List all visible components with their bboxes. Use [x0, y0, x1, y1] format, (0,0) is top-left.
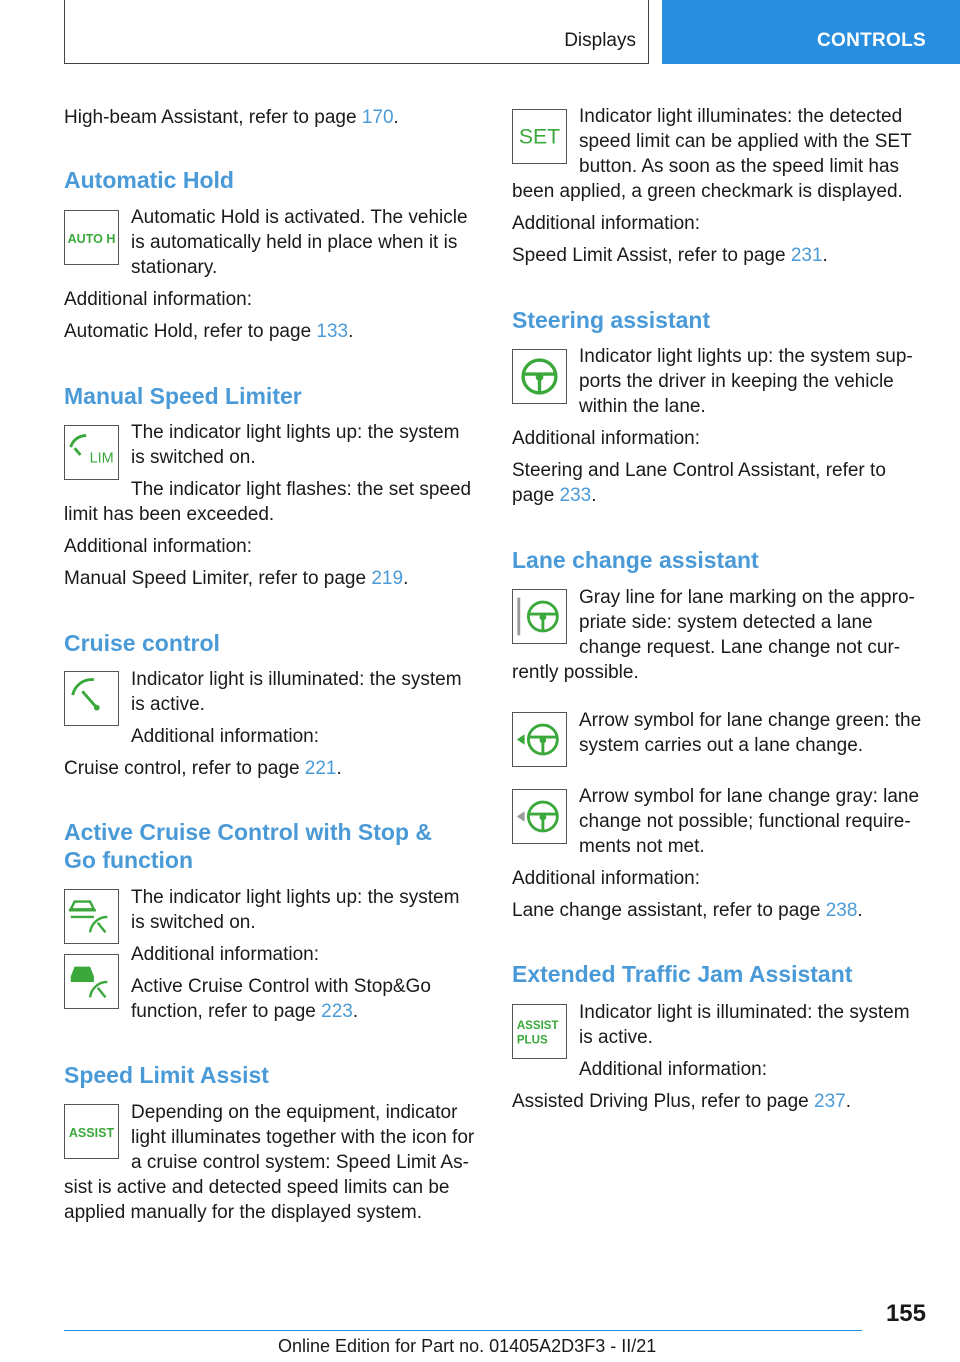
chapter-tab[interactable]	[662, 0, 960, 64]
svg-text:ASSIST: ASSIST	[68, 1125, 115, 1140]
cruise-control-icon	[64, 671, 119, 726]
set-desc-1: Indicator light illuminates: the detected	[579, 106, 903, 127]
assist-plus-icon	[512, 1004, 567, 1059]
page-link-238[interactable]: 238	[825, 900, 858, 921]
svg-text:AUTO H: AUTO H	[67, 231, 116, 246]
tja-desc-2: is active.	[579, 1027, 653, 1048]
page-link-221[interactable]: 221	[304, 758, 337, 779]
acc-ref: function, refer to page 223.	[131, 1001, 359, 1022]
limiter-desc-1a: The indicator light lights up: the system	[131, 422, 460, 443]
chapter-title: CONTROLS	[816, 30, 926, 51]
lane-change-gray-arrow-icon	[512, 789, 567, 844]
lane-desc1-4: rently possible.	[512, 662, 639, 683]
lane-desc1-2: priate side: system detected a lane	[579, 612, 873, 633]
heading-speed-limit-assist: Speed Limit Assist	[64, 1062, 269, 1088]
acc-desc-1: The indicator light lights up: the system	[131, 887, 460, 908]
cruise-desc-2: is active.	[131, 694, 205, 715]
heading-steering-assistant: Steering assistant	[512, 307, 711, 333]
lane-change-gray-line-icon	[512, 589, 567, 644]
assist-icon	[64, 1104, 119, 1159]
tja-desc-1: Indicator light is illuminated: the system	[579, 1002, 910, 1023]
svg-text:SET: SET	[518, 125, 561, 149]
limiter-ref: Manual Speed Limiter, refer to page 219.	[64, 568, 409, 589]
heading-automatic-hold: Automatic Hold	[64, 167, 234, 193]
heading-cruise-control: Cruise control	[64, 630, 220, 656]
acc-car-filled-icon	[64, 954, 119, 1009]
lane-desc1-3: change request. Lane change not cur-	[579, 637, 901, 658]
set-additional: Additional information:	[512, 213, 700, 234]
page-link-237[interactable]: 237	[814, 1091, 846, 1112]
acc-desc-2: is switched on.	[131, 912, 256, 933]
page-link-219[interactable]: 219	[371, 568, 404, 589]
page-link-231[interactable]: 231	[790, 245, 823, 266]
speed-limiter-icon	[64, 425, 119, 480]
sla-desc-1: Depending on the equipment, indicator	[131, 1102, 458, 1123]
sla-desc-4: sist is active and detected speed limits can be	[64, 1177, 450, 1198]
acc-additional: Additional information:	[131, 944, 319, 965]
cruise-additional: Additional information:	[131, 726, 319, 747]
lane-desc3-2: change not possible; functional require-	[579, 811, 911, 832]
heading-extended-traffic-jam-assistant: Extended Traffic Jam Assistant	[512, 961, 853, 987]
lane-desc2-2: system carries out a lane change.	[579, 735, 864, 756]
tja-ref: Assisted Driving Plus, refer to page 237.	[512, 1091, 852, 1112]
lane-desc3-1: Arrow symbol for lane change gray: lane	[579, 786, 920, 807]
limiter-additional: Additional information:	[64, 536, 252, 557]
steering-desc-1: Indicator light lights up: the system sup-	[579, 346, 913, 367]
svg-text:ASSIST: ASSIST	[516, 1020, 559, 1033]
steering-wheel-icon	[512, 349, 567, 404]
svg-text:LIM: LIM	[89, 450, 114, 467]
page-link-233[interactable]: 233	[559, 485, 592, 506]
acc-car-icon	[64, 889, 119, 944]
limiter-desc-1b: is switched on.	[131, 447, 256, 468]
limiter-desc-2b: limit has been exceeded.	[64, 504, 275, 525]
auto-hold-desc-2: is automatically held in place when it is	[131, 232, 458, 253]
auto-hold-desc-3: stationary.	[131, 257, 218, 278]
set-desc-4: been applied, a green checkmark is displayed.	[512, 181, 903, 202]
lane-ref: Lane change assistant, refer to page 238.	[512, 900, 863, 921]
steering-ref-line-1: Steering and Lane Control Assistant, refer to	[512, 460, 886, 481]
set-ref: Speed Limit Assist, refer to page 231.	[512, 245, 828, 266]
svg-text:PLUS: PLUS	[516, 1034, 548, 1047]
acc-ref-line-1: Active Cruise Control with Stop&Go	[131, 976, 431, 997]
steering-ref: page 233.	[512, 485, 597, 506]
heading-acc-line-1: Active Cruise Control with Stop &	[64, 819, 433, 845]
heading-acc-line-2: Go function	[64, 847, 194, 873]
section-title: Displays	[564, 30, 636, 51]
limiter-desc-2a: The indicator light flashes: the set speed	[131, 479, 472, 500]
page-link-170[interactable]: 170	[361, 107, 394, 128]
steering-desc-2: ports the driver in keeping the vehicle	[579, 371, 894, 392]
auto-hold-additional: Additional information:	[64, 289, 252, 310]
page-link-133[interactable]: 133	[316, 321, 349, 342]
sla-desc-2: light illuminates together with the icon for	[131, 1127, 475, 1148]
lane-desc3-3: ments not met.	[579, 836, 705, 857]
page-number: 155	[885, 1300, 926, 1327]
sla-desc-3: a cruise control system: Speed Limit As-	[131, 1152, 469, 1173]
set-icon	[512, 109, 567, 164]
heading-lane-change-assistant: Lane change assistant	[512, 547, 759, 573]
header-section-box	[64, 0, 649, 64]
intro-line: High-beam Assistant, refer to page 170.	[64, 107, 399, 128]
set-desc-3: button. As soon as the speed limit has	[579, 156, 900, 177]
lane-desc2-1: Arrow symbol for lane change green: the	[579, 710, 922, 731]
sla-desc-5: applied manually for the displayed system.	[64, 1202, 423, 1223]
auto-hold-ref: Automatic Hold, refer to page 133.	[64, 321, 354, 342]
footer-divider	[64, 1330, 862, 1331]
footer-edition: Online Edition for Part no. 01405A2D3F3 - II/21	[278, 1336, 657, 1356]
lane-change-green-arrow-icon	[512, 712, 567, 767]
heading-manual-speed-limiter: Manual Speed Limiter	[64, 383, 302, 409]
tja-additional: Additional information:	[579, 1059, 767, 1080]
cruise-ref: Cruise control, refer to page 221.	[64, 758, 342, 779]
lane-additional: Additional information:	[512, 868, 700, 889]
cruise-desc-1: Indicator light is illuminated: the system	[131, 669, 462, 690]
page-link-223[interactable]: 223	[321, 1001, 353, 1022]
steering-additional: Additional information:	[512, 428, 700, 449]
set-desc-2: speed limit can be applied with the SET	[579, 131, 912, 152]
steering-desc-3: within the lane.	[579, 396, 706, 417]
lane-desc1-1: Gray line for lane marking on the appro-	[579, 587, 915, 608]
auto-hold-icon	[64, 210, 119, 265]
auto-hold-desc-1: Automatic Hold is activated. The vehicle	[131, 207, 468, 228]
